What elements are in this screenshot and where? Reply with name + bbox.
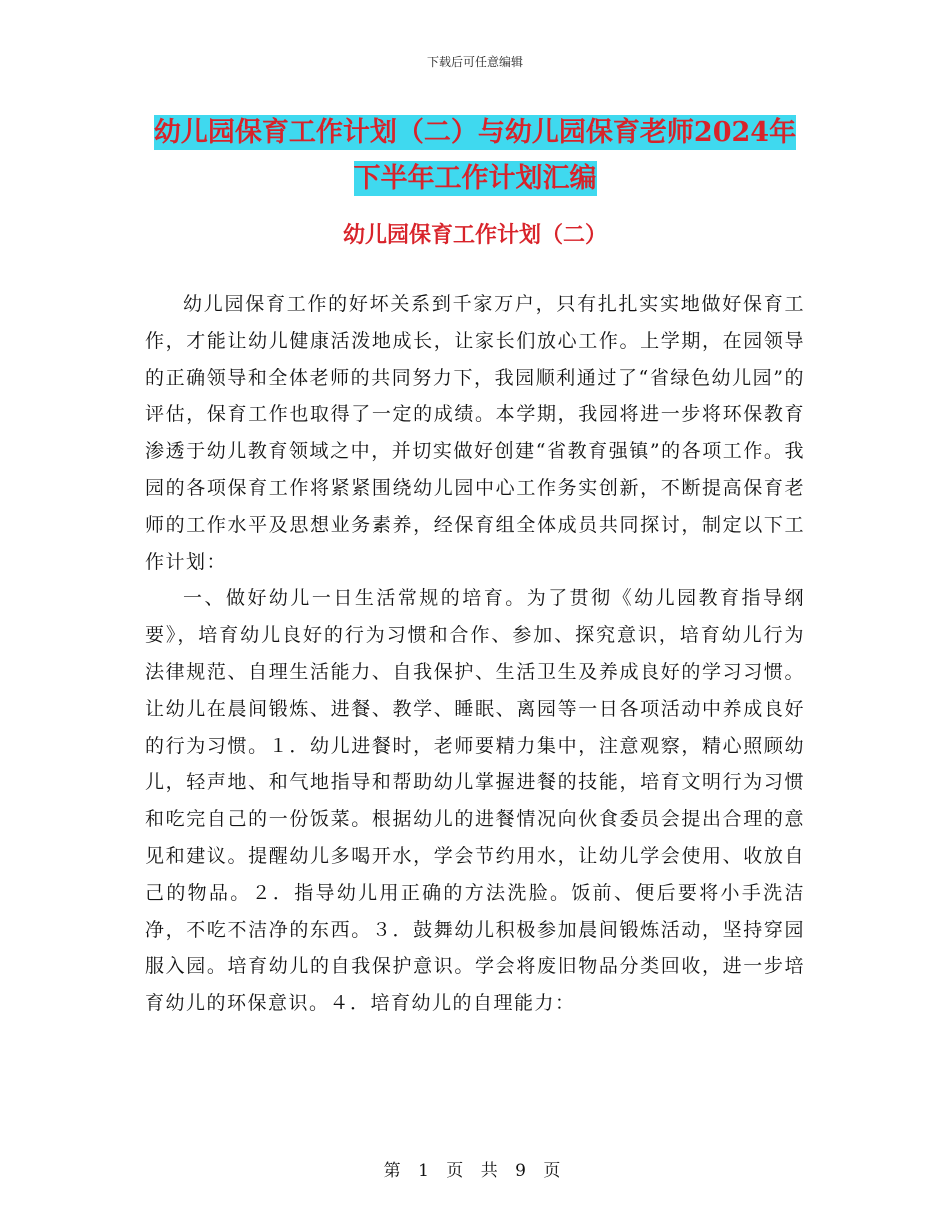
page-header-note: 下载后可任意编辑 (426, 55, 523, 69)
body-text (145, 286, 805, 1022)
document-title-line-2: 下半年工作计划汇编 (353, 163, 597, 194)
page-number: 第 1 页 共 9 页 (383, 1161, 567, 1181)
document-title-line-1: 幼儿园保育工作计划（二）与幼儿园保育老师2024年 (153, 117, 797, 148)
paragraph-intro: 幼儿园保育工作的好坏关系到千家万户，只有扎扎实实地做好保育工作，才能让幼儿健康活泼地成长，让家长们放心工作。上学期，在园领导的正确领导和全体老师的共同努力下，我园顺利通过了“省绿色幼儿园”的评估，保育工作也取得了一定的成绩。本学期，我园将进一步将环保教育渗透于幼儿教育领域之中，并切实做好创建“省教育强镇”的各项工作。我园的各项保育工作将紧紧围绕幼儿园中心工作务实创新，不断提高保育老师的工作水平及思想业务素养，经保育组全体成员共同探讨，制定以下工作计划： (145, 293, 805, 573)
document-title (0, 110, 950, 202)
paragraph-routine: 一、做好幼儿一日生活常规的培育。为了贯彻《幼儿园教育指导纲要》，培育幼儿良好的行为习惯和合作、参加、探究意识，培育幼儿行为法律规范、自理生活能力、自我保护、生活卫生及养成良好的学习习惯。让幼儿在晨间锻炼、进餐、教学、睡眠、离园等一日各项活动中养成良好的行为习惯。１．幼儿进餐时，老师要精力集中，注意观察，精心照顾幼儿，轻声地、和气地指导和帮助幼儿掌握进餐的技能，培育文明行为习惯和吃完自己的一份饭菜。根据幼儿的进餐情况向伙食委员会提出合理的意见和建议。提醒幼儿多喝开水，学会节约用水，让幼儿学会使用、收放自己的物品。２．指导幼儿用正确的方法洗脸。饭前、便后要将小手洗洁净，不吃不洁净的东西。３．鼓舞幼儿积极参加晨间锻炼活动，坚持穿园服入园。培育幼儿的自我保护意识。学会将废旧物品分类回收，进一步培育幼儿的环保意识。４．培育幼儿的自理能力： (145, 587, 805, 1015)
section-heading: 幼儿园保育工作计划（二） (342, 222, 607, 248)
